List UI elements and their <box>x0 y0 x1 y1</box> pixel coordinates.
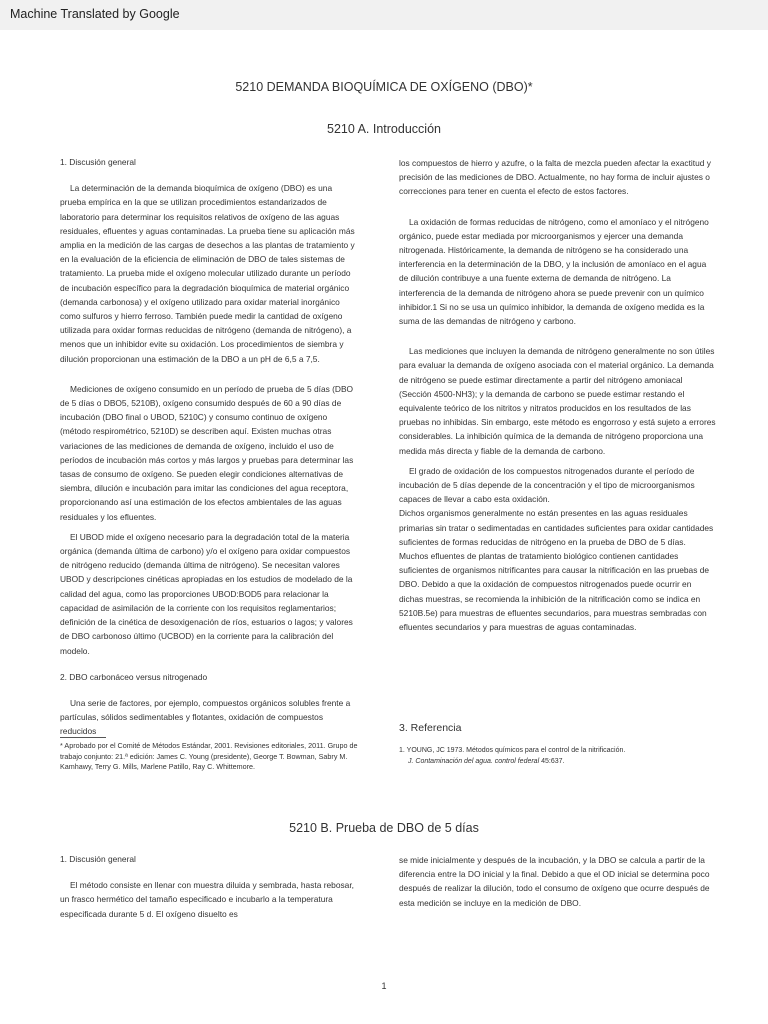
paragraph: Mediciones de oxígeno consumido en un período de prueba de 5 días (DBO de 5 días o DBO5, 5210B), oxígeno consumido después de 60 a 90 días de incubación (DBO final o UBOD, 5210C) y consumo continuo de oxígeno (método respirométrico, 5210D) se describen aquí. Existen muchas otras variaciones de las mediciones de demanda de oxígeno, incluido el uso de períodos de incubación más cortos y más largos y pruebas para determinar las tasas de consumo de oxígeno. Se pueden elegir condiciones alternativas de siembra, dilución e incubación para imitar las condiciones del agua receptora, proporcionando así una estimación de los efectos ambientales de las aguas residuales y los efluentes. <box>60 383 354 522</box>
paragraph: Las mediciones que incluyen la demanda de nitrógeno generalmente no son útiles para evaluar la demanda de oxígeno asociada con el material orgánico. La demanda de nitrógeno se puede estimar directamente a partir del nitrógeno amoniacal (Sección 4500-NH3); y la demanda de carbono se puede estimar restando el equivalente teórico de los nitritos y nitratos producidos en los resultados de las pruebas no inhibidas. Sin embargo, este método es engorroso y está sujeto a errores considerables. La inhibición química de la demanda de nitrógeno proporciona una medida más directa y fiable de la demanda de carbono. <box>399 346 716 456</box>
section-b-heading: 5210 B. Prueba de DBO de 5 días <box>289 821 479 835</box>
reference-volume: 45:637. <box>541 757 565 765</box>
paragraph: se mide inicialmente y después de la incubación, y la DBO se calcula a partir de la diferencia entre la DO inicial y la final. Debido a que el OD inicial se determina poco después de realizar la dilución, todo el consumo de oxígeno que ocurre después de esta medición se incluye en la medición de DBO. <box>399 855 710 908</box>
footnote-divider <box>60 737 106 738</box>
reference-heading: 3. Referencia <box>399 722 462 734</box>
paragraph: El método consiste en llenar con muestra diluida y sembrada, hasta rebosar, un frasco hermético del tamaño especificado e incubarlo a la temperatura especificada durante 5 d. El oxígeno disuelto es <box>60 880 354 919</box>
section-a-left-column <box>60 155 360 739</box>
section-b-right-column <box>399 853 717 910</box>
paragraph: los compuestos de hierro y azufre, o la falta de mezcla pueden afectar la exactitud y precisión de las mediciones de DBO. Actualmente, no hay forma de incluir ajustes o correcciones para tener en cuenta el efecto de estos factores. <box>399 158 711 197</box>
paragraph: Dichos organismos generalmente no están presentes en las aguas residuales primarias sin tratar o sedimentadas en cantidades suficientes para oxidar cantidades suficientes de formas reducidas de nitrógeno en la prueba de DBO de 5 días. Muchos efluentes de plantas de tratamiento biológico contienen cantidades suficientes de organismos nitrificantes para causar la nitrificación en las pruebas de DBO. Debido a que la oxidación de compuestos nitrogenados puede ocurrir en dichas muestras, se recomienda la inhibición de la nitrificación como se indica en 5210B.5e) para muestras de efluentes secundarios, para muestras sembradas con efluentes secundarios y para muestras de aguas contaminadas. <box>399 508 714 633</box>
paragraph: La determinación de la demanda bioquímica de oxígeno (DBO) es una prueba empírica en la que se utilizan procedimientos estandarizados de laboratorio para determinar los requisitos relativos de oxígeno de las aguas residuales, efluentes y aguas contaminadas. La prueba tiene su aplicación más amplia en la medición de las cargas de desechos a las plantas de tratamiento y en la evaluación de la eficiencia de eliminación de DBO de tales sistemas de tratamiento. La prueba mide el oxígeno molecular utilizado durante un período de incubación específico para la degradación bioquímica de material orgánico (demanda carbonosa) y el oxígeno utilizado para oxidar material inorgánico como sulfuros y hierro ferroso. También puede medir la cantidad de oxígeno utilizada para oxidar formas reducidas de nitrógeno (demanda de nitrógeno), a menos que un inhibidor evite su oxidación. Los procedimientos de siembra y dilución proporcionan una estimación de la DBO a un pH de 6,5 a 7,5. <box>60 183 355 364</box>
section-a-heading: 5210 A. Introducción <box>327 122 441 136</box>
paragraph: El UBOD mide el oxígeno necesario para la degradación total de la materia orgánica (demanda última de carbono) y/o el oxígeno para oxidar compuestos de nitrógeno reducido (demanda última de nitrógeno). Se necesitan valores UBOD y descripciones cinéticas apropiadas en los estudios de modelado de la calidad del agua, como las proporciones UBOD:BOD5 para relacionar la capacidad de asimilación de la corriente con los requisitos reglamentarios; definición de la cinética de desoxigenación de ríos, estuarios o lagos; y valores de DBO carbonoso último (UCBOD) en la corriente para la calibración del modelo. <box>60 531 353 656</box>
footnote: * Aprobado por el Comité de Métodos Estándar, 2001. Revisiones editoriales, 2011. Grupo de trabajo conjunto: 21.ª edición: James C. Young (presidente), George T. Bowman, Sabry M. Kamhawy, Terry G. Mills, Marlene Patillo, Ray C. Whittemore. <box>60 741 358 772</box>
paragraph: Una serie de factores, por ejemplo, compuestos orgánicos solubles frente a partículas, sólidos sedimentables y flotantes, oxidación de compuestos reducidos <box>60 697 351 737</box>
subsection-heading: 1. Discusión general <box>60 854 136 864</box>
subsection-heading: 1. Discusión general <box>60 157 136 167</box>
paragraph: El grado de oxidación de los compuestos nitrogenados durante el período de incubación de 5 días depende de la concentración y el tipo de microorganismos capaces de llevar a cabo esta oxidación. <box>399 465 695 505</box>
reference-entry <box>399 746 719 767</box>
section-a-right-column <box>399 156 717 634</box>
reference-journal: J. Contaminación del agua. control federal <box>408 757 540 765</box>
reference-main: 1. YOUNG, JC 1973. Métodos químicos para el control de la nitrificación. <box>399 747 626 754</box>
subsection-heading: 2. DBO carbonáceo versus nitrogenado <box>60 671 208 682</box>
page-number: 1 <box>381 981 387 991</box>
translation-banner <box>0 0 768 30</box>
section-b-left-column <box>60 852 360 921</box>
paragraph: La oxidación de formas reducidas de nitrógeno, como el amoníaco y el nitrógeno orgánico, puede estar mediada por microorganismos y ejercer una demanda nitrogenada. Históricamente, la demanda de nitrógeno se ha considerado una interferencia en la determinación de la DBO, y la inclusión de amoníaco en el agua de dilución contribuye a una fuente externa de demanda de nitrógeno. La interferencia de la demanda de nitrógeno ahora se puede prevenir con un químico inhibidor.1 Si no se usa un químico inhibidor, la demanda de oxígeno medida es la suma de las demandas de nitrógeno y carbono. <box>399 216 709 327</box>
banner-text: Machine Translated by Google <box>10 7 180 21</box>
document-title: 5210 DEMANDA BIOQUÍMICA DE OXÍGENO (DBO)* <box>235 80 533 94</box>
